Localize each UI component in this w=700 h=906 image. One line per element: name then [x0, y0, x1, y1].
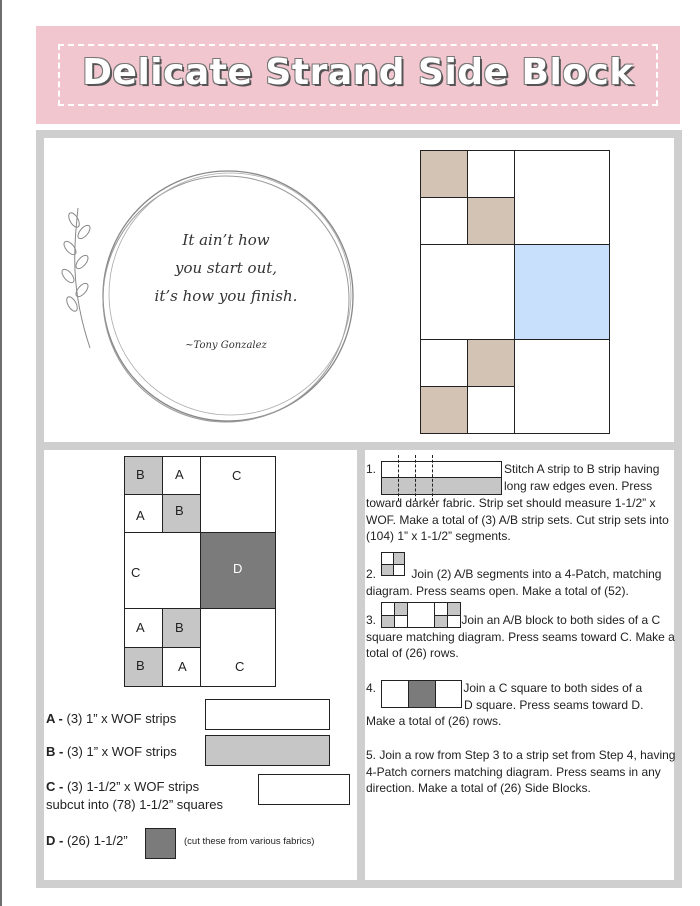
swatch-b [205, 735, 330, 766]
cell-b-4 [124, 647, 163, 687]
step-1-text-c: toward darker fabric. Strip set should measure 1-1/2” x WOF. Make a total of (3) A/B strip sets. Cut strip sets into (104) 1” x 1-1/2” segments. [366, 496, 669, 543]
cut-line-1 [398, 455, 399, 501]
step-4-text-c: Make a total of (26) rows. [366, 714, 502, 728]
legend-c-key: C - [46, 779, 64, 794]
cell-c-top [200, 456, 276, 533]
legend-a-key: A - [46, 711, 63, 726]
step-2-number: 2. [366, 567, 377, 581]
swatch-d [145, 828, 176, 859]
legend-d [46, 833, 128, 848]
square-c [381, 680, 409, 708]
patch-b [447, 602, 461, 616]
cut-line-3 [432, 455, 433, 501]
quote-line-1: It ain’t how [182, 231, 270, 249]
label-b: B [175, 503, 184, 518]
block-white-square-1 [467, 150, 515, 198]
cell-c-bottom [200, 608, 276, 687]
step-3-number: 3. [366, 613, 377, 627]
block-white-square-4 [467, 386, 515, 434]
cell-d [200, 532, 276, 609]
labeled-block-diagram [124, 456, 276, 687]
patch-a [434, 602, 448, 616]
row-diagram-step4 [381, 680, 462, 708]
block-white-center-left [420, 244, 515, 340]
cut-line-2 [415, 455, 416, 501]
strip-b [381, 477, 502, 495]
legend-c-line1 [46, 779, 199, 794]
cell-b-3 [162, 608, 201, 648]
step-5: 5. Join a row from Step 3 to a strip set from Step 4, having 4-Patch corners matching diagram. Press seams in any direction. Make a total of (26) Side Blocks. [366, 748, 676, 795]
cell-a-4 [162, 647, 201, 687]
cell-b-2 [162, 494, 201, 533]
legend-b-key: B - [46, 744, 64, 759]
block-tan-square-1 [420, 150, 468, 198]
square-c [435, 680, 462, 708]
label-b: B [175, 620, 184, 635]
label-c: C [232, 468, 242, 483]
label-c: C [235, 659, 245, 674]
step-1-text-a: Stitch A strip to B strip having [504, 462, 660, 476]
four-patch-diagram [381, 552, 405, 576]
leaf-sprig-icon [60, 208, 92, 348]
page-edge-line [0, 0, 2, 906]
strip-set-diagram [381, 461, 502, 495]
colored-block-diagram [420, 150, 610, 434]
patch-a [381, 602, 395, 616]
swatch-a [205, 699, 330, 730]
patch-a [447, 615, 461, 628]
step-3-text-b: square matching diagram. Press seams toward C. Make a total of (26) rows. [366, 629, 675, 660]
quote-line-3: it’s how you finish. [154, 287, 298, 305]
label-b: B [136, 467, 145, 482]
block-white-rect-top [514, 150, 610, 245]
title-banner [36, 26, 680, 124]
square-c [407, 602, 435, 628]
step-4-text-a: Join a C square to both sides of a [463, 681, 643, 695]
legend-c-text: (3) 1-1/2” x WOF strips [66, 779, 200, 794]
legend-b [46, 744, 177, 759]
legend-d-key: D - [46, 833, 64, 848]
block-tan-square-2 [467, 197, 515, 245]
quote-line-2: you start out, [174, 259, 278, 277]
legend-a-text: (3) 1” x WOF strips [66, 711, 177, 726]
step-3-text-a: Join an A/B block to both sides of a C [461, 613, 661, 627]
block-white-square-2 [420, 197, 468, 245]
label-d: D [233, 561, 243, 576]
swatch-c [258, 774, 350, 805]
block-blue-center [514, 244, 610, 340]
row-diagram-step3 [381, 602, 461, 628]
label-a: A [178, 659, 187, 674]
step-4-text-b: D square. Press seams toward D. [464, 697, 644, 712]
step-2 [366, 566, 676, 599]
patch-b [381, 615, 395, 628]
block-white-rect-bottom [514, 339, 610, 434]
cell-a-1 [162, 456, 201, 495]
patch-b [394, 602, 408, 616]
legend-a [46, 711, 176, 726]
block-tan-square-3 [467, 339, 515, 387]
cell-a-3 [124, 608, 163, 648]
legend-b-text: (3) 1” x WOF strips [66, 744, 177, 759]
block-tan-square-4 [420, 386, 468, 434]
strip-a [381, 461, 502, 478]
cell-a-2 [124, 494, 163, 533]
block-white-square-3 [420, 339, 468, 387]
legend-d-note: (cut these from various fabrics) [184, 836, 315, 847]
cell-c-middle [124, 532, 201, 609]
label-c: C [131, 565, 141, 580]
cell-b-1 [124, 456, 163, 495]
label-b: B [136, 658, 145, 673]
quote-text [140, 226, 312, 310]
patch-a [394, 615, 408, 628]
step-1-number: 1. [366, 462, 377, 476]
label-a: A [175, 467, 184, 482]
label-a: A [136, 508, 145, 523]
patch-a [393, 564, 405, 576]
step-4-number: 4. [366, 681, 377, 695]
step-2-text: Join (2) A/B segments into a 4-Patch, matching diagram. Press seams open. Make a total of (52). [366, 567, 662, 598]
quote-author: ~Tony Gonzalez [185, 340, 267, 351]
label-a: A [136, 620, 145, 635]
square-d [408, 680, 436, 708]
step-1-text-b: long raw edges even. Press [504, 479, 653, 493]
patch-b [434, 615, 448, 628]
page-title: Delicate Strand Side Block [82, 52, 634, 93]
legend-c-line2: subcut into (78) 1-1/2” squares [46, 797, 224, 812]
legend-d-text: (26) 1-1/2” [66, 833, 128, 848]
